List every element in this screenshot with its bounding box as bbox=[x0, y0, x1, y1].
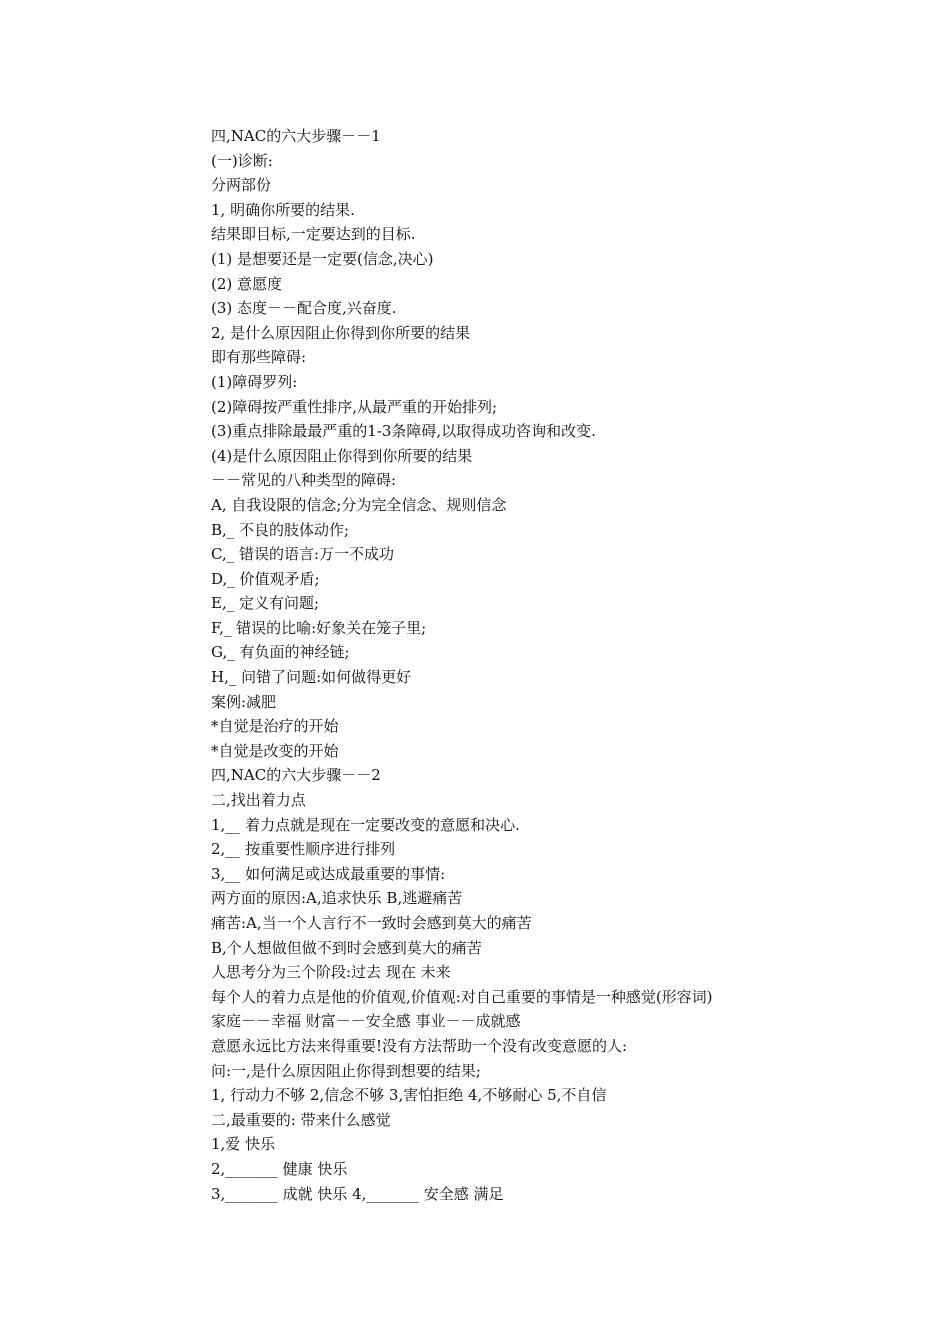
text-line: A, 自我设限的信念;分为完全信念、规则信念 bbox=[211, 495, 507, 514]
text-line: (3) 态度－－配合度,兴奋度. bbox=[211, 299, 397, 318]
text-line: (2)障碍按严重性排序,从最严重的开始排列; bbox=[211, 397, 498, 416]
text-line: 2, 是什么原因阻止你得到你所要的结果 bbox=[211, 323, 471, 342]
text-line: 案例:减肥 bbox=[211, 692, 277, 711]
text-line: H,_ 问错了问题:如何做得更好 bbox=[211, 668, 412, 687]
text-line: 二,找出着力点 bbox=[211, 791, 306, 810]
text-line: *自觉是改变的开始 bbox=[211, 741, 339, 760]
text-line: 3,__ 如何满足或达成最重要的事情: bbox=[211, 864, 446, 883]
text-line: －－常见的八种类型的障碍: bbox=[211, 471, 397, 490]
text-line: C,_ 错误的语言:万一不成功 bbox=[211, 545, 395, 564]
text-line: (一)诊断: bbox=[211, 151, 273, 170]
text-line: G,_ 有负面的神经链; bbox=[211, 643, 350, 662]
text-line: 意愿永远比方法来得重要!没有方法帮助一个没有改变意愿的人: bbox=[211, 1036, 628, 1055]
text-line: 1,__ 着力点就是现在一定要改变的意愿和决心. bbox=[211, 815, 520, 834]
text-line: 结果即目标,一定要达到的目标. bbox=[211, 225, 416, 244]
text-line: 2,_______ 健康 快乐 bbox=[211, 1159, 348, 1178]
text-line: 即有那些障碍: bbox=[211, 348, 307, 367]
text-line: B,_ 不良的肢体动作; bbox=[211, 520, 350, 539]
text-line: F,_ 错误的比喻:好象关在笼子里; bbox=[211, 618, 427, 637]
text-line: (3)重点排除最最严重的1-3条障碍,以取得成功咨询和改变. bbox=[211, 422, 596, 441]
text-line: 1,爱 快乐 bbox=[211, 1135, 276, 1154]
text-line: (4)是什么原因阻止你得到你所要的结果 bbox=[211, 446, 473, 465]
text-line: 二,最重要的: 带来什么感觉 bbox=[211, 1110, 391, 1129]
text-line: 问:一,是什么原因阻止你得到想要的结果; bbox=[211, 1061, 481, 1080]
text-line: E,_ 定义有问题; bbox=[211, 594, 320, 613]
text-line: D,_ 价值观矛盾; bbox=[211, 569, 320, 588]
text-line: 1, 行动力不够 2,信念不够 3,害怕拒绝 4,不够耐心 5,不自信 bbox=[211, 1086, 607, 1105]
document-body bbox=[211, 124, 811, 1206]
text-line: 人思考分为三个阶段:过去 现在 未来 bbox=[211, 963, 451, 982]
text-line: B,个人想做但做不到时会感到莫大的痛苦 bbox=[211, 938, 482, 957]
text-line: (2) 意愿度 bbox=[211, 274, 283, 293]
text-line: 2,__ 按重要性顺序进行排列 bbox=[211, 840, 396, 859]
text-line: (1) 是想要还是一定要(信念,决心) bbox=[211, 249, 434, 268]
text-line: 四,NAC的六大步骤－－1 bbox=[211, 127, 381, 145]
text-line: 痛苦:A,当一个人言行不一致时会感到莫大的痛苦 bbox=[211, 914, 532, 932]
text-line: 分两部份 bbox=[211, 176, 272, 195]
text-line: 两方面的原因:A,追求快乐 B,逃避痛苦 bbox=[211, 889, 463, 908]
text-line: 1, 明确你所要的结果. bbox=[211, 200, 355, 219]
text-line: 家庭－－幸福 财富－－安全感 事业－－成就感 bbox=[211, 1012, 521, 1031]
text-line: 四,NAC的六大步骤－－2 bbox=[211, 766, 381, 785]
text-line: (1)障碍罗列: bbox=[211, 372, 298, 391]
text-line: 3,_______ 成就 快乐 4,_______ 安全感 满足 bbox=[211, 1184, 504, 1203]
text-line: 每个人的着力点是他的价值观,价值观:对自己重要的事情是一种感觉(形容词) bbox=[211, 987, 713, 1006]
text-line: *自觉是治疗的开始 bbox=[211, 717, 339, 736]
